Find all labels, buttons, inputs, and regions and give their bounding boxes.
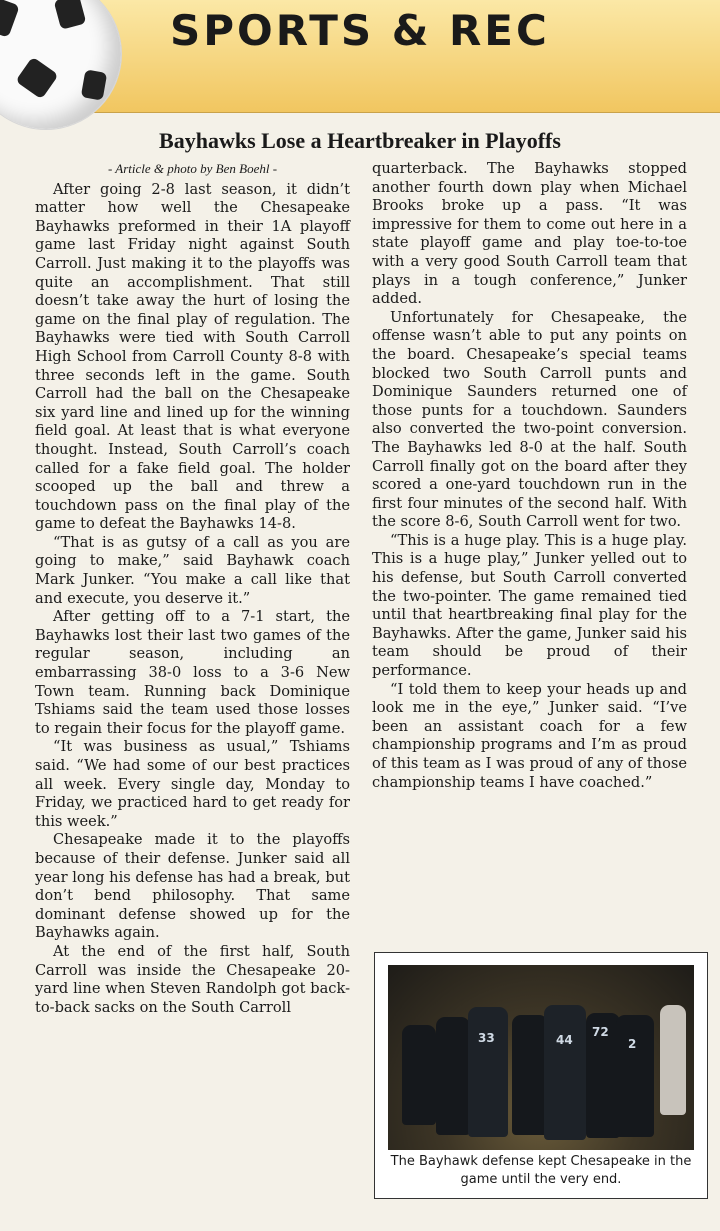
section-banner: [0, 0, 720, 113]
article-column-1: [35, 160, 350, 1017]
jersey-number: 72: [592, 1025, 609, 1039]
jersey-number: 44: [556, 1033, 573, 1047]
paragraph: “This is a huge play. This is a huge play. This is a huge play,” Junker yelled out to his defense, but South Carroll converted the two-pointer. The game remained tied until that heartbreaking final play for the Bayhawks. After the game, Junker said his team should be proud of their performance.: [372, 531, 687, 680]
article-headline: Bayhawks Lose a Heartbreaker in Playoffs: [159, 128, 561, 153]
paragraph: At the end of the first half, South Carroll was inside the Chesapeake 20-yard line when Steven Randolph got back-to-back sacks on the South Carroll: [35, 942, 350, 1016]
paragraph: Chesapeake made it to the playoffs because of their defense. Junker said all year long his defense has had a break, but don’t bend philosophy. That same dominant defense showed up for the Bayhawks again.: [35, 831, 350, 942]
paragraph-continued: quarterback. The Bayhawks stopped another fourth down play when Michael Brooks broke up a pass. “It was impressive for them to come out here in a state playoff game and play toe-to-toe with a very good South Carroll team that plays in a tough conference,” Junker added.: [372, 160, 687, 308]
article-column-2: [372, 160, 687, 792]
paragraph: After getting off to a 7-1 start, the Bayhawks lost their last two games of the regular season, including an embarrassing 38-0 loss to a 3-6 New Town team. Running back Dominique Tshiams said the team used those losses to regain their focus for the playoff game.: [35, 608, 350, 737]
soccer-ball-icon: [0, 0, 122, 130]
football-team-photo: [388, 965, 694, 1150]
section-title: SPORTS & REC: [170, 6, 550, 55]
jersey-number: 2: [628, 1037, 637, 1051]
article-byline: - Article & photo by Ben Boehl -: [107, 161, 278, 176]
jersey-number: 33: [478, 1031, 495, 1045]
photo-caption: The Bayhawk defense kept Chesapeake in the game until the very end.: [390, 1154, 692, 1187]
paragraph: “It was business as usual,” Tshiams said. “We had some of our best practices all week. Every single day, Monday to Friday, we practiced hard to get ready for this week.”: [35, 738, 350, 830]
paragraph: Unfortunately for Chesapeake, the offense wasn’t able to put any points on the board. Chesapeake’s special teams blocked two South Carroll punts and Dominique Saunders returned one of those punts for a touchdown. Saunders also converted the two-point conversion. The Bayhawks led 8-0 at the half. South Carroll finally got on the board after they scored a one-yard touchdown run in the first four minutes of the second half. With the score 8-6, South Carroll went for two.: [372, 308, 687, 531]
paragraph: “That is as gutsy of a call as you are going to make,” said Bayhawk coach Mark Junker. “You make a call like that and execute, you deserve it.”: [35, 533, 350, 607]
paragraph: “I told them to keep your heads up and look me in the eye,” Junker said. “I’ve been an assistant coach for a few championship programs and I’m as proud of this team as I was proud of any of those championship teams I have coached.”: [372, 680, 687, 791]
paragraph: After going 2-8 last season, it didn’t matter how well the Chesapeake Bayhawks preformed in their 1A playoff game last Friday night against South Carroll. Just making it to the playoffs was quite an accomplishment. That still doesn’t take away the hurt of losing the game on the final play of regulation. The Bayhawks were tied with South Carroll High School from Carroll County 8-8 with three seconds left in the game. South Carroll had the ball on the Chesapeake six yard line and lined up for the winning field goal. At least that is what everyone thought. Instead, South Carroll’s coach called for a fake field goal. The holder scooped up the ball and threw a touchdown pass on the final play of the game to defeat the Bayhawks 14-8.: [35, 180, 350, 533]
photo-box: [374, 952, 708, 1199]
